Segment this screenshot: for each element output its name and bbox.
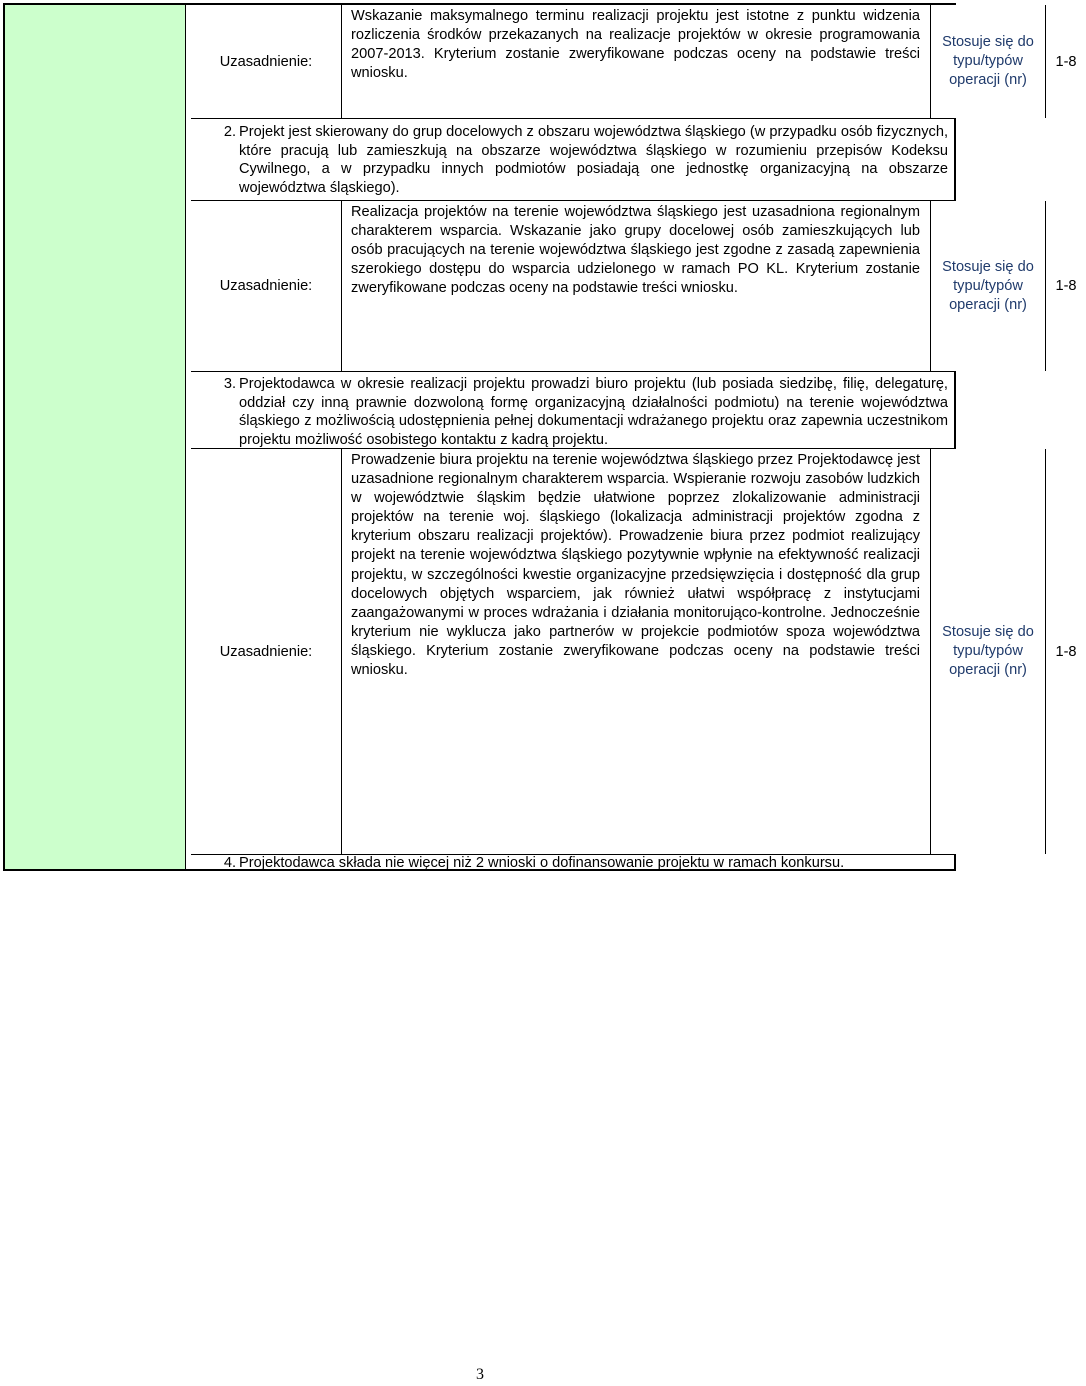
criteria-sidebar bbox=[5, 5, 186, 869]
applies-to-operations bbox=[931, 5, 1046, 118]
criterion-text: Projekt jest skierowany do grup docelowych z obszaru województwa śląskiego (w przypadku osób fizycznych, które pracują lub zamieszkują na obszarze województwa śląskiego w rozumieniu przepisów Kodeksu Cywilnego, a w przypadku innych podmiotów posiadają one jednostkę organizacyjną na obszarze województwa śląskiego). bbox=[239, 124, 948, 196]
applies-to-text: Stosuje się do typu/typów operacji (nr) bbox=[942, 624, 1034, 678]
operation-range: 1-8 bbox=[1055, 53, 1077, 70]
justification-row-3 bbox=[191, 449, 1077, 854]
justification-row-1 bbox=[191, 5, 1077, 118]
justification-label: Uzasadnienie: bbox=[219, 278, 313, 294]
criterion-number: 4. bbox=[223, 855, 236, 871]
justification-label: Uzasadnienie: bbox=[219, 53, 313, 70]
applies-to-text: Stosuje się do typu/typów operacji (nr) bbox=[942, 34, 1034, 88]
criterion-3 bbox=[191, 371, 956, 449]
applies-to-text: Stosuje się do typu/typów operacji (nr) bbox=[942, 258, 1034, 313]
applies-to-operations bbox=[931, 201, 1046, 371]
criterion-text: Projektodawca w okresie realizacji projektu prowadzi biuro projektu (lub posiada siedzibę, filię, delegaturę, oddział czy inną prawnie dozwoloną formę organizacyjną działalności podmiotu) na terenie województwa śląskiego z możliwością udostępnienia pełnej dokumentacji wdrażanego projektu oraz zapewnia uczestnikom projektu możliwość osobistego kontaktu z kadrą projektu. bbox=[239, 376, 948, 448]
justification-body-cell bbox=[341, 5, 931, 118]
criteria-table bbox=[3, 3, 1077, 871]
operation-range: 1-8 bbox=[1055, 643, 1077, 660]
applies-to-operations bbox=[931, 449, 1046, 854]
criterion-text: Projektodawca składa nie więcej niż 2 wnioski o dofinansowanie projektu w ramach konkursu. bbox=[239, 855, 845, 871]
justification-text: Realizacja projektów na terenie województwa śląskiego jest uzasadniona regionalnym charakterem wsparcia. Wskazanie jako grupy docelowej osób zamieszkujących lub osób pracujących na terenie województwa śląskiego jest zgodne z zasadą zapewnienia szerokiego dostępu do wsparcia udzielonego w ramach PO KL. Kryterium zostanie zweryfikowane podczas oceny na podstawie treści wniosku. bbox=[351, 204, 920, 297]
criterion-number: 3. bbox=[223, 376, 236, 392]
criterion-number: 2. bbox=[223, 124, 236, 140]
justification-text: Wskazanie maksymalnego terminu realizacji projektu jest istotne z punktu widzenia rozliczenia środków przekazanych na realizacje projektów w okresie programowania 2007-2013. Kryterium zostanie zweryfikowane podczas oceny na podstawie treści wniosku. bbox=[351, 8, 920, 82]
justification-text: Prowadzenie biura projektu na terenie województwa śląskiego przez Projektodawcę jest uzasadnione regionalnym charakterem wsparcia. Wspieranie rozwoju zasobów ludzkich w województwie śląskim będzie ułatwione poprzez zlokalizowanie administracji projektów na terenie woj. śląskiego (lokalizacja administracji projektów zgodna z kryterium obszaru realizacji projektów). Prowadzenie biura przez podmiot realizujący projekt na terenie województwa śląskiego pozytywnie wpłynie na efektywność realizacji projektu, w szczególności kwestie organizacyjne przedsięwzięcia i dostępność dla grup docelowych objętych wsparciem, jak również ułatwi współpracę z instytucjami zaangażowanymi w proces wdrażania i działania monitorująco-kontrolne. Jednocześnie kryterium nie wyklucza jako partnerów w projekcie podmiotów spoza województwa śląskiego. Kryterium zostanie zweryfikowane podczas oceny na podstawie treści wniosku. bbox=[351, 452, 920, 679]
operation-range: 1-8 bbox=[1055, 278, 1077, 294]
justification-body-cell bbox=[341, 201, 931, 371]
criterion-4 bbox=[191, 854, 956, 869]
page-number: 3 bbox=[476, 1366, 484, 1383]
justification-label: Uzasadnienie: bbox=[219, 643, 313, 660]
justification-body-cell bbox=[341, 449, 931, 854]
justification-row-2 bbox=[191, 201, 1077, 371]
criterion-2 bbox=[191, 118, 956, 201]
